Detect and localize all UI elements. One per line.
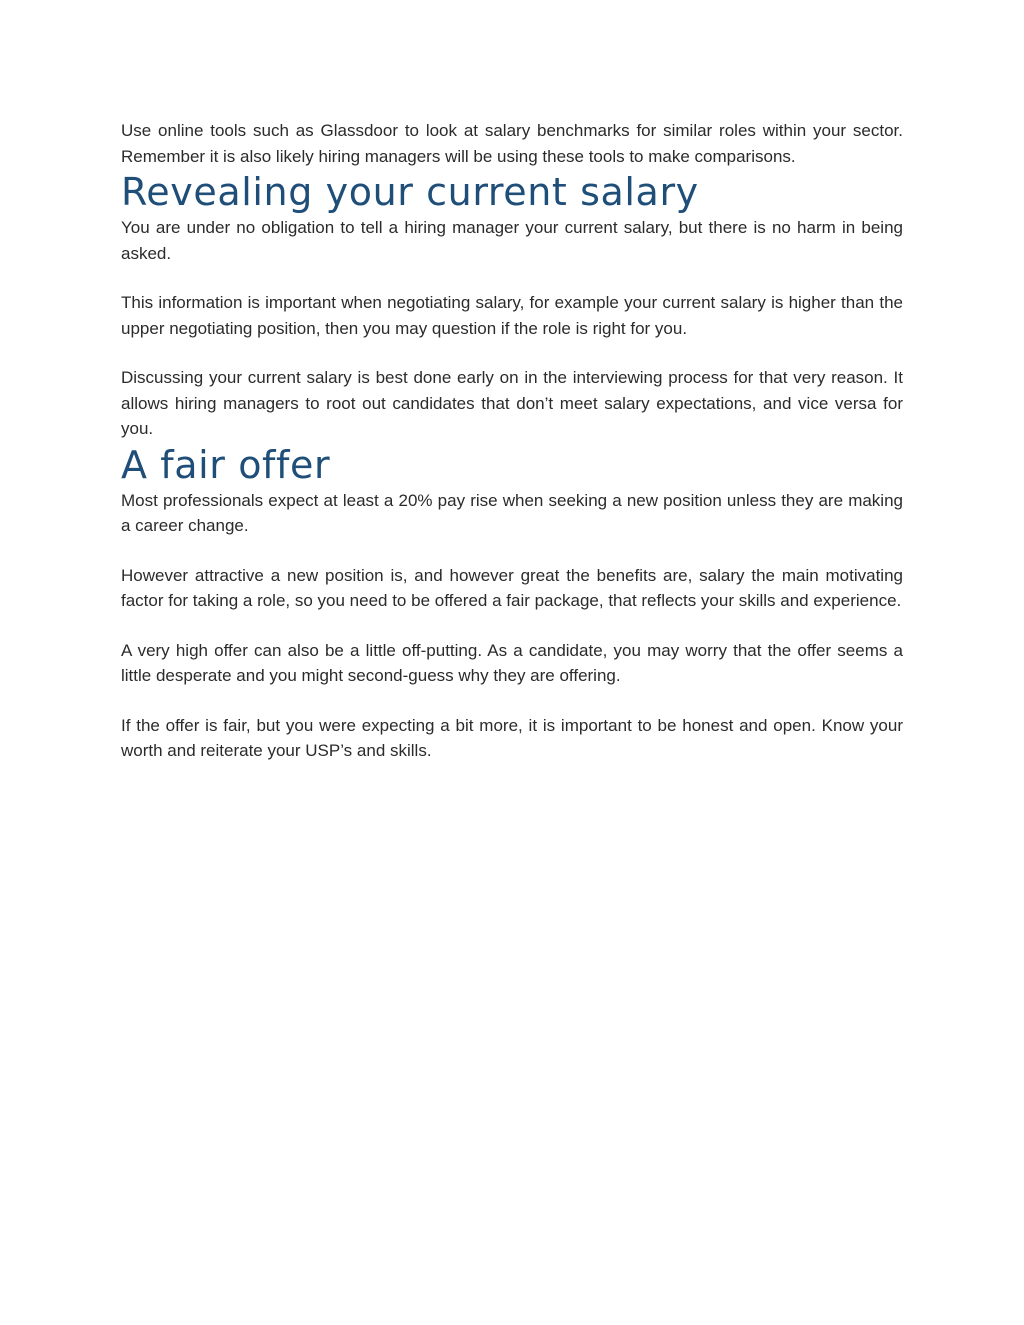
fair-offer-paragraph-4: If the offer is fair, but you were expecting a bit more, it is important to be honest and open. Know your worth and reiterate your USP’s and skills. [121, 715, 903, 760]
fair-offer-paragraph-1: Most professionals expect at least a 20% pay rise when seeking a new position unless they are making a career change. [121, 490, 903, 535]
section-heading-revealing-salary: Revealing your current salary [121, 170, 699, 214]
revealing-paragraph-1: You are under no obligation to tell a hiring manager your current salary, but there is no harm in being asked. [121, 218, 903, 263]
page-content [121, 118, 903, 764]
revealing-paragraph-3: Discussing your current salary is best done early on in the interviewing process for that very reason. It allows hiring managers to root out candidates that don’t meet salary expectations, and vice versa for you. [121, 368, 903, 438]
intro-paragraph: Use online tools such as Glassdoor to look at salary benchmarks for similar roles within your sector. Remember it is also likely hiring managers will be using these tools to make comparisons. [121, 121, 903, 166]
section-heading-fair-offer: A fair offer [121, 442, 331, 487]
revealing-paragraph-2: This information is important when negotiating salary, for example your current salary is higher than the upper negotiating position, then you may question if the role is right for you. [121, 293, 903, 338]
fair-offer-paragraph-3: A very high offer can also be a little off-putting. As a candidate, you may worry that the offer seems a little desperate and you might second-guess why they are offering. [121, 640, 903, 685]
fair-offer-paragraph-2: However attractive a new position is, and however great the benefits are, salary the main motivating factor for taking a role, so you need to be offered a fair package, that reflects your skills and experience. [121, 565, 903, 610]
